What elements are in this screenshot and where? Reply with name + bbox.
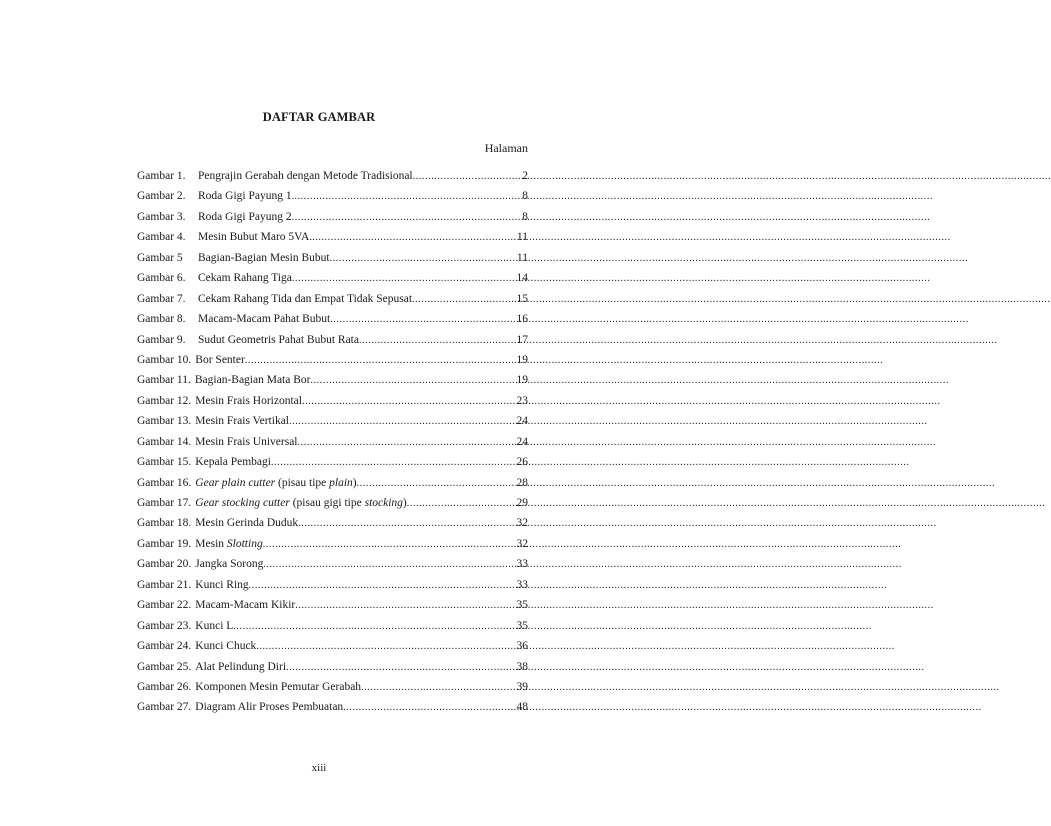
figure-caption: Kunci Chuck xyxy=(195,640,257,653)
figure-page-number: 11 xyxy=(516,231,528,244)
figure-page-number: 36 xyxy=(516,640,528,653)
figure-caption: Macam-Macam Pahat Bubut xyxy=(198,313,331,326)
figure-entry xyxy=(137,493,528,513)
figure-number: Gambar 16. xyxy=(137,476,192,489)
figure-page-number: 33 xyxy=(516,578,528,591)
figure-page-number: 24 xyxy=(516,435,528,448)
dot-leader xyxy=(330,310,504,330)
figure-page-number: 16 xyxy=(516,313,528,326)
dot-leader xyxy=(298,514,504,534)
figure-page-number: 8 xyxy=(522,210,528,223)
figure-page-number: 38 xyxy=(516,660,528,673)
figure-entry xyxy=(137,166,528,186)
figure-number: Gambar 1. xyxy=(137,170,186,182)
dot-leader xyxy=(271,453,504,473)
dot-leader xyxy=(292,208,504,228)
figure-caption: Jangka Sorong xyxy=(195,558,264,571)
figure-page-number: 32 xyxy=(516,517,528,530)
figure-entry xyxy=(137,289,528,309)
figure-caption: Kunci L xyxy=(195,619,234,632)
figure-page-number: 19 xyxy=(516,353,528,366)
figure-caption: Diagram Alir Proses Pembuatan xyxy=(195,701,344,714)
figure-page-number: 19 xyxy=(516,374,528,387)
figure-number: Gambar 11. xyxy=(137,374,191,387)
figure-page-number: 11 xyxy=(516,251,528,264)
dot-leader xyxy=(413,167,504,187)
figure-entry xyxy=(137,248,528,268)
dot-leader xyxy=(359,331,504,351)
figure-number: Gambar 5 xyxy=(137,251,183,264)
dot-leader xyxy=(298,433,504,453)
dot-leader xyxy=(263,535,504,555)
figure-caption: Komponen Mesin Pemutar Gerabah xyxy=(195,680,362,693)
figure-caption: Cekam Rahang Tida dan Empat Tidak Sepusat xyxy=(198,292,413,305)
figure-page-number: 17 xyxy=(516,333,528,346)
figure-entry xyxy=(137,309,528,329)
dot-leader xyxy=(407,494,504,514)
figure-caption: Mesin Frais Vertikal xyxy=(195,415,289,428)
figure-page-number: 2 xyxy=(522,170,528,182)
figure-number: Gambar 26. xyxy=(137,680,192,693)
dot-leader xyxy=(361,678,504,698)
figure-entry xyxy=(137,186,528,206)
figure-number: Gambar 12. xyxy=(137,394,192,407)
page-column-header: Halaman xyxy=(484,141,528,155)
figure-caption: Sudut Geometris Pahat Bubut Rata xyxy=(198,333,359,346)
figure-entry xyxy=(137,595,528,615)
figure-entry xyxy=(137,677,528,697)
dot-leader xyxy=(357,474,504,494)
figure-caption: Mesin Slotting xyxy=(195,537,263,550)
figure-number: Gambar 24. xyxy=(137,640,192,653)
figure-entry xyxy=(137,473,528,493)
page-number: xiii xyxy=(311,762,327,774)
figure-number: Gambar 13. xyxy=(137,415,192,428)
figure-number: Gambar 18. xyxy=(137,517,192,530)
figure-entry xyxy=(137,616,528,636)
figure-caption: Mesin Gerinda Duduk xyxy=(195,517,299,530)
figure-page-number: 8 xyxy=(522,190,528,203)
dot-leader xyxy=(263,555,504,575)
figure-page-number: 26 xyxy=(516,456,528,469)
figure-entry xyxy=(137,207,528,227)
figure-entry xyxy=(137,350,528,370)
figure-caption: Cekam Rahang Tiga xyxy=(198,272,292,285)
dot-leader xyxy=(256,637,504,657)
figure-page-number: 35 xyxy=(516,619,528,632)
dot-leader xyxy=(294,187,504,207)
figure-entry xyxy=(137,575,528,595)
figure-entry xyxy=(137,432,528,452)
figure-caption: Roda Gigi Payung 2 xyxy=(198,210,292,223)
figure-number: Gambar 6. xyxy=(137,272,186,285)
figure-caption: Pengrajin Gerabah dengan Metode Tradisional xyxy=(198,170,413,182)
figure-entry xyxy=(137,452,528,472)
figure-page-number: 32 xyxy=(516,537,528,550)
figure-entry xyxy=(137,636,528,656)
dot-leader xyxy=(249,576,504,596)
figure-number: Gambar 4. xyxy=(137,231,186,244)
figure-page-number: 14 xyxy=(516,272,528,285)
figure-entry xyxy=(137,411,528,431)
figure-caption: Macam-Macam Kikir xyxy=(195,599,296,612)
figure-page-number: 39 xyxy=(516,680,528,693)
figure-entry xyxy=(137,391,528,411)
figure-number: Gambar 15. xyxy=(137,456,192,469)
figure-number: Gambar 21. xyxy=(137,578,192,591)
figure-caption: Mesin Frais Universal xyxy=(195,435,298,448)
figure-caption: Mesin Frais Horizontal xyxy=(195,394,302,407)
figure-entry xyxy=(137,697,528,717)
figure-number: Gambar 17. xyxy=(137,497,192,509)
figure-caption: Mesin Bubut Maro 5VA. xyxy=(198,231,313,244)
figure-entry xyxy=(137,330,528,350)
figure-caption: Gear plain cutter (pisau tipe plain) xyxy=(195,476,357,489)
figure-number: Gambar 2. xyxy=(137,190,186,203)
figure-caption: Gear stocking cutter (pisau gigi tipe stocking) xyxy=(195,497,407,509)
figure-number: Gambar 22. xyxy=(137,599,192,612)
figure-entry xyxy=(137,268,528,288)
figure-caption: Kunci Ring xyxy=(195,578,249,591)
dot-leader xyxy=(295,596,504,616)
figure-page-number: 15 xyxy=(516,292,528,305)
dot-leader xyxy=(312,228,504,248)
figure-number: Gambar 20. xyxy=(137,558,192,571)
figure-number: Gambar 25. xyxy=(137,660,192,673)
dot-leader xyxy=(302,392,504,412)
figure-entry xyxy=(137,513,528,533)
figure-caption: Alat Pelindung Diri xyxy=(195,660,287,673)
figure-caption: Bagian-Bagian Mesin Bubut xyxy=(198,251,330,264)
figure-number: Gambar 7. xyxy=(137,292,186,305)
figure-entry xyxy=(137,534,528,554)
dot-leader xyxy=(343,698,504,718)
figure-caption: Kepala Pembagi xyxy=(195,456,271,469)
figure-number: Gambar 8. xyxy=(137,313,186,326)
dot-leader xyxy=(292,269,504,289)
figure-number: Gambar 27. xyxy=(137,701,192,714)
dot-leader xyxy=(310,371,504,391)
figure-entry xyxy=(137,554,528,574)
dot-leader xyxy=(233,617,504,637)
figure-page-number: 48 xyxy=(516,701,528,714)
figure-number: Gambar 3. xyxy=(137,210,186,223)
dot-leader xyxy=(289,412,504,432)
figure-entry xyxy=(137,370,528,390)
figure-page-number: 29 xyxy=(516,497,528,509)
figure-number: Gambar 23. xyxy=(137,619,192,632)
figure-page-number: 35 xyxy=(516,599,528,612)
figure-page-number: 23 xyxy=(516,394,528,407)
figure-entry xyxy=(137,227,528,247)
figure-number: Gambar 14. xyxy=(137,435,192,448)
figure-list xyxy=(137,166,528,718)
figure-entry xyxy=(137,657,528,677)
figure-page-number: 28 xyxy=(516,476,528,489)
figure-number: Gambar 19. xyxy=(137,537,192,550)
figure-number: Gambar 9. xyxy=(137,333,186,346)
figure-page-number: 33 xyxy=(516,558,528,571)
dot-leader xyxy=(412,290,504,310)
figure-caption: Bor Senter xyxy=(195,353,245,366)
figure-page-number: 24 xyxy=(516,415,528,428)
dot-leader xyxy=(286,658,504,678)
page-title: DAFTAR GAMBAR xyxy=(262,110,376,124)
figure-caption: Bagian-Bagian Mata Bor xyxy=(194,374,311,387)
figure-number: Gambar 10. xyxy=(137,353,192,366)
dot-leader xyxy=(245,351,504,371)
figure-caption: Roda Gigi Payung 1. xyxy=(198,190,295,203)
dot-leader xyxy=(330,249,504,269)
